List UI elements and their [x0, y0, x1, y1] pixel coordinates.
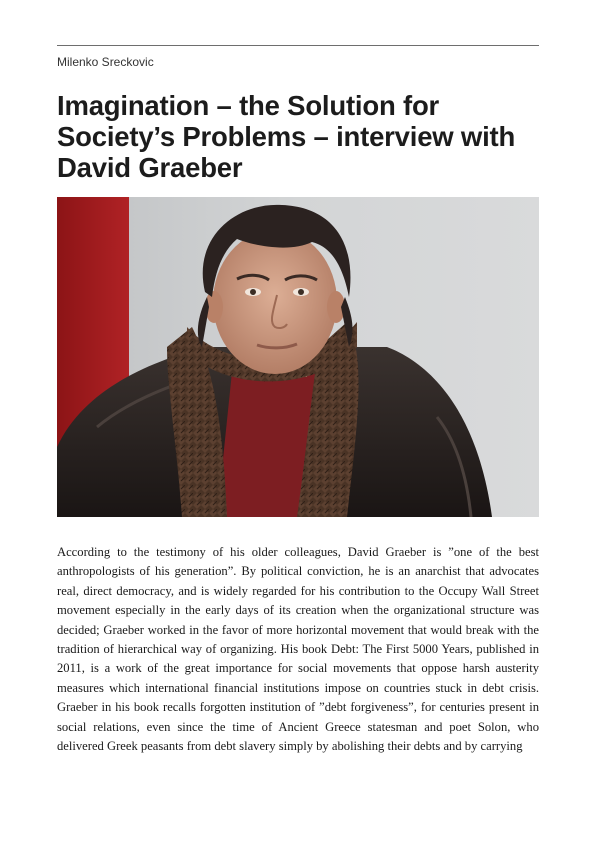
- portrait-photo: [57, 197, 539, 517]
- article-title: Imagination – the Solution for Society’s Problems – interview with David Graeber: [57, 90, 516, 183]
- header-rule: [57, 45, 539, 46]
- article-body: According to the testimony of his older colleagues, David Graeber is ”one of the best anthropologists of his generation”. By political conviction, he is an anarchist that advocates real, direct democracy, and is widely regarded for his contribution to the Occupy Wall Street movement especially in the early days of its creation when the organizational structure was decided; Graeber worked in the favor of more horizontal movement that would break with the tradition of hierarchical way of organizing. His book Debt: The First 5000 Years, published in 2011, is a work of the great importance for social movements that oppose harsh austerity measures which international financial institutions impose on countries stuck in debt crisis. Graeber in his book recalls forgotten institution of ”debt forgiveness”, for centuries present in social relations, even since the time of Ancient Greece statesman and poet Solon, who delivered Greek peasants from debt slavery simply by abolishing their debts and by carrying: [57, 545, 539, 754]
- author-name: Milenko Sreckovic: [57, 55, 154, 69]
